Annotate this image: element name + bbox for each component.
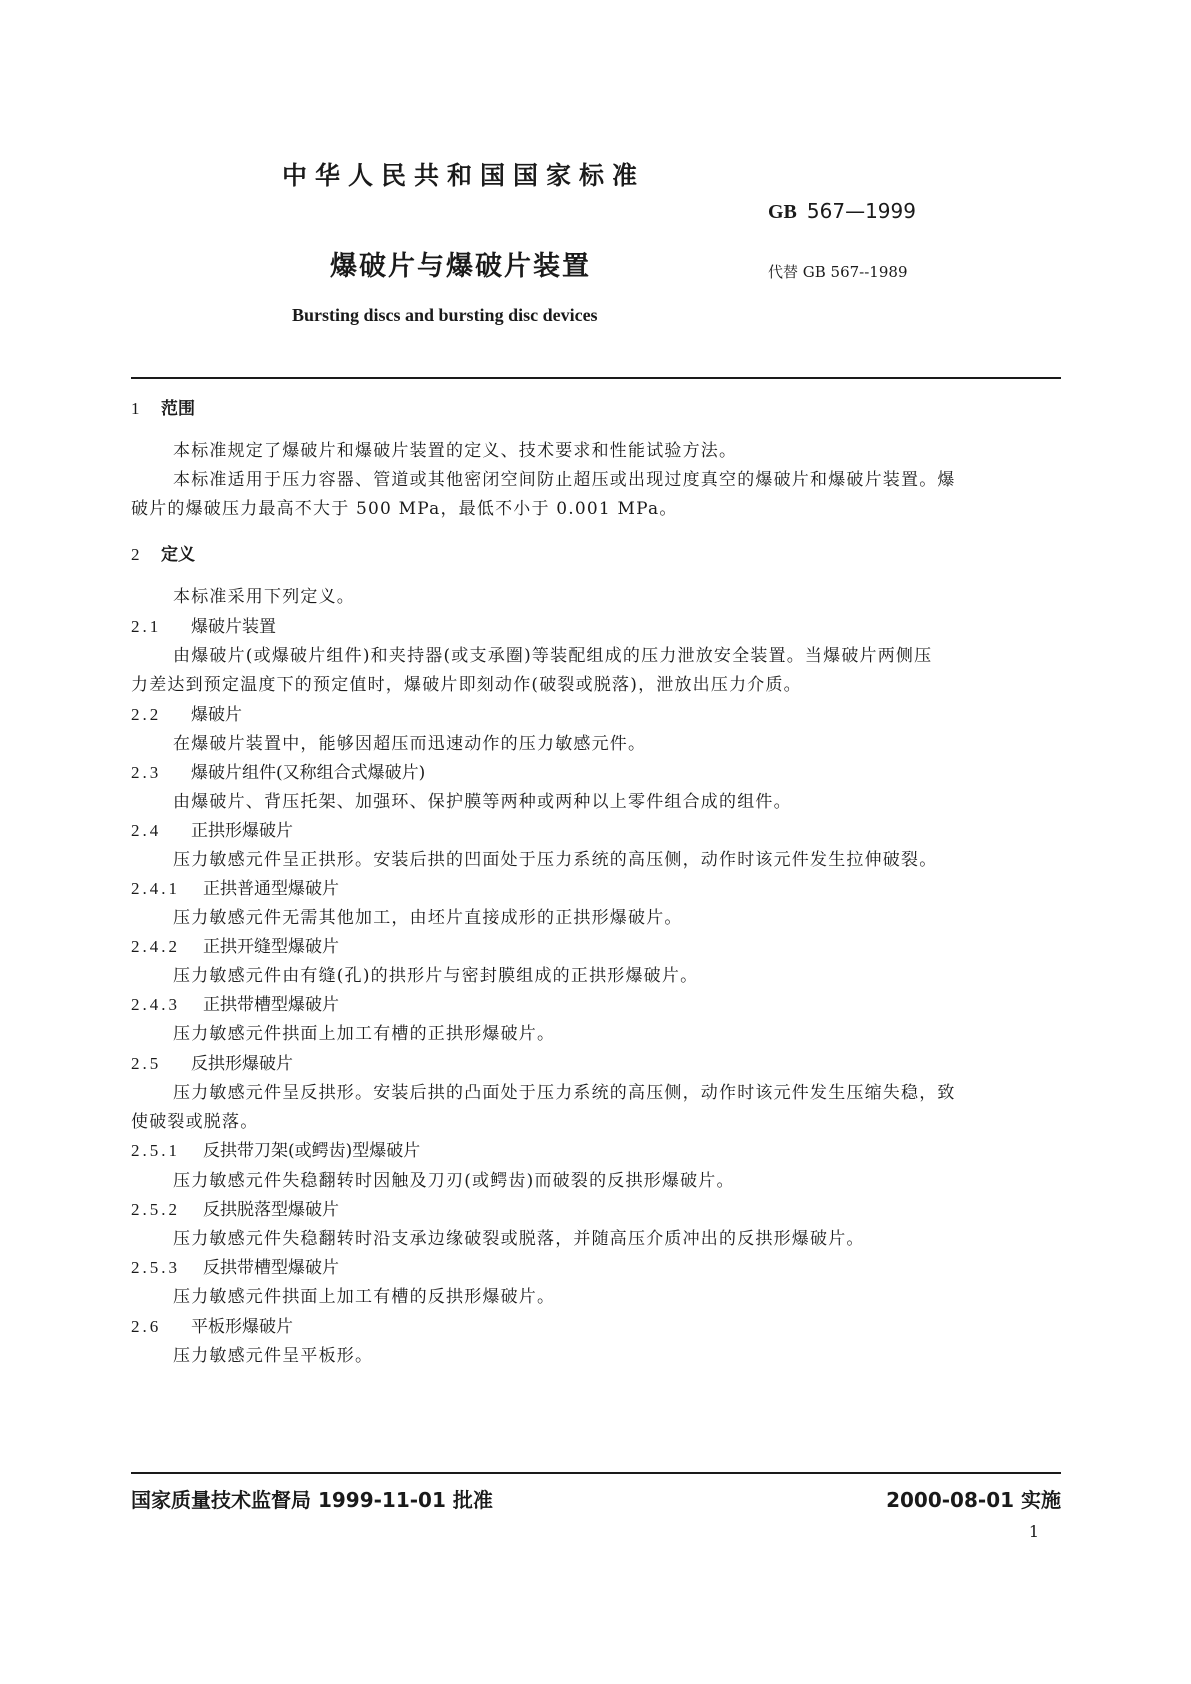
footer-divider (131, 1472, 1061, 1474)
definition-text: 压力敏感元件失稳翻转时沿支承边缘破裂或脱落，并随高压介质冲出的反拱形爆破片。 (173, 1229, 865, 1249)
definition-term: 2.4.2 正拱开缝型爆破片 (131, 937, 339, 957)
definition-text: 由爆破片、背压托架、加强环、保护膜等两种或两种以上零件组合成的组件。 (173, 792, 792, 812)
approval-date: 国家质量技术监督局 1999-11-01 批准 (131, 1488, 493, 1512)
gb-label: GB (768, 201, 797, 223)
paragraph: 破片的爆破压力最高不大于 500 MPa，最低不小于 0.001 MPa。 (131, 499, 678, 519)
country-standard-heading: 中华人民共和国国家标准 (282, 161, 646, 190)
section-heading-1 (131, 394, 195, 419)
paragraph: 本标准采用下列定义。 (173, 587, 355, 607)
section-heading-2 (131, 540, 195, 565)
definition-term: 2.5.2 反拱脱落型爆破片 (131, 1200, 339, 1220)
definition-text: 压力敏感元件失稳翻转时因触及刀刃(或鳄齿)而破裂的反拱形爆破片。 (173, 1171, 735, 1191)
definition-text: 压力敏感元件由有缝(孔)的拱形片与密封膜组成的正拱形爆破片。 (173, 966, 699, 986)
definition-text: 力差达到预定温度下的预定值时，爆破片即刻动作(破裂或脱落)，泄放出压力介质。 (131, 675, 802, 695)
definition-term: 2.5 反拱形爆破片 (131, 1054, 293, 1074)
definition-text: 压力敏感元件无需其他加工，由坯片直接成形的正拱形爆破片。 (173, 908, 683, 928)
definition-term: 2.5.3 反拱带槽型爆破片 (131, 1258, 339, 1278)
paragraph: 本标准适用于压力容器、管道或其他密闭空间防止超压或出现过度真空的爆破片和爆破片装置。爆 (173, 470, 956, 490)
definition-text: 由爆破片(或爆破片组件)和夹持器(或支承圈)等装配组成的压力泄放安全装置。当爆破片两侧压 (173, 646, 933, 666)
definition-term: 2.3 爆破片组件(又称组合式爆破片) (131, 763, 426, 783)
definition-text: 压力敏感元件呈反拱形。安装后拱的凸面处于压力系统的高压侧，动作时该元件发生压缩失稳，致 (173, 1083, 956, 1103)
gb-number: 567—1999 (806, 199, 916, 223)
document-title-en: Bursting discs and bursting disc devices (292, 305, 598, 325)
definition-text: 在爆破片装置中，能够因超压而迅速动作的压力敏感元件。 (173, 734, 647, 754)
definition-term: 2.2 爆破片 (131, 705, 242, 725)
paragraph: 本标准规定了爆破片和爆破片装置的定义、技术要求和性能试验方法。 (173, 441, 738, 461)
definition-text: 压力敏感元件呈平板形。 (173, 1346, 374, 1366)
replaces-note: 代替 GB 567--1989 (768, 263, 908, 281)
page-number: 1 (1028, 1522, 1039, 1541)
section-title: 范围 (161, 399, 195, 419)
definition-text: 使破裂或脱落。 (131, 1112, 259, 1132)
definition-term: 2.4 正拱形爆破片 (131, 821, 293, 841)
section-title: 定义 (161, 545, 195, 565)
effective-date: 2000-08-01 实施 (886, 1488, 1061, 1512)
standard-number (768, 199, 916, 224)
definition-term: 2.4.3 正拱带槽型爆破片 (131, 995, 339, 1015)
definition-term: 2.5.1 反拱带刀架(或鳄齿)型爆破片 (131, 1141, 421, 1161)
header-divider (131, 377, 1061, 379)
definition-text: 压力敏感元件呈正拱形。安装后拱的凹面处于压力系统的高压侧，动作时该元件发生拉伸破裂。 (173, 850, 938, 870)
definition-term: 2.4.1 正拱普通型爆破片 (131, 879, 339, 899)
section-number: 2 (131, 545, 140, 564)
definition-term: 2.1 爆破片装置 (131, 617, 276, 637)
definition-text: 压力敏感元件拱面上加工有槽的反拱形爆破片。 (173, 1287, 556, 1307)
section-number: 1 (131, 399, 140, 418)
definition-text: 压力敏感元件拱面上加工有槽的正拱形爆破片。 (173, 1024, 556, 1044)
document-title-cn: 爆破片与爆破片装置 (330, 251, 591, 282)
definition-term: 2.6 平板形爆破片 (131, 1317, 293, 1337)
